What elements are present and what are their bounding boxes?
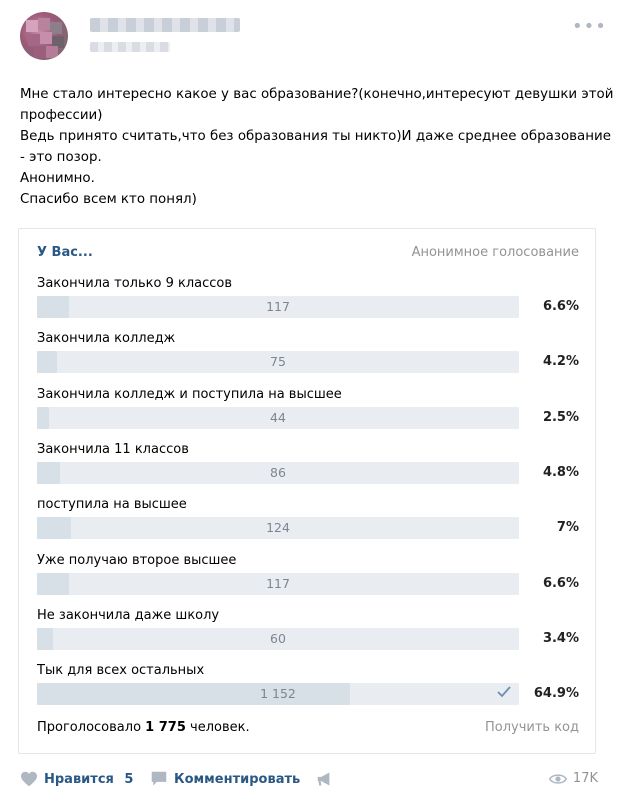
poll-option-percent: 6.6% <box>542 576 579 591</box>
poll-type: Анонимное голосование <box>411 245 579 260</box>
poll-option-votes: 75 <box>270 354 286 369</box>
comment-label: Комментировать <box>174 772 301 787</box>
more-options-icon[interactable]: ••• <box>572 16 607 37</box>
poll-option-label: Уже получаю второе высшее <box>37 553 237 568</box>
checkmark-icon <box>497 683 511 705</box>
post-text-line: Анонимно. <box>20 171 95 186</box>
megaphone-icon <box>316 771 334 787</box>
poll-option[interactable] <box>37 331 579 381</box>
post-actions <box>0 765 620 795</box>
poll-option-label: Закончила только 9 классов <box>37 276 233 291</box>
views-counter <box>549 771 598 786</box>
poll-option-label: Закончила 11 классов <box>37 442 189 457</box>
poll <box>18 228 596 754</box>
get-code-link[interactable]: Получить код <box>484 720 579 735</box>
poll-option[interactable] <box>37 442 579 492</box>
poll-option-percent: 64.9% <box>533 686 579 701</box>
poll-option[interactable] <box>37 276 579 326</box>
poll-option-votes: 1 152 <box>260 686 296 701</box>
poll-option[interactable] <box>37 387 579 437</box>
post-text-line: профессии) <box>20 108 103 123</box>
poll-option[interactable] <box>37 553 579 603</box>
poll-option-label: Не закончила даже школу <box>37 608 220 623</box>
eye-icon <box>549 773 567 785</box>
post-date-blurred[interactable] <box>90 42 170 52</box>
comment-icon <box>150 771 168 787</box>
poll-option-percent: 4.8% <box>542 465 579 480</box>
poll-total-votes <box>37 720 250 735</box>
poll-option-votes: 44 <box>270 410 286 425</box>
poll-option-percent: 6.6% <box>542 299 579 314</box>
poll-title: У Вас... <box>37 245 93 260</box>
author-name-blurred[interactable] <box>90 18 240 32</box>
poll-option-votes: 124 <box>266 520 290 535</box>
poll-option-selected[interactable] <box>37 663 579 713</box>
post-text-line: Ведь принято считать,что без образования ты никто)И даже среднее образование <box>20 129 611 144</box>
like-button[interactable] <box>20 771 133 787</box>
poll-option-percent: 4.2% <box>542 354 579 369</box>
post-text <box>20 84 614 210</box>
like-count: 5 <box>124 772 134 787</box>
poll-option-votes: 117 <box>266 576 290 591</box>
poll-voted-suffix: человек. <box>190 720 250 735</box>
comment-button[interactable] <box>150 771 300 787</box>
poll-option-label: Закончила колледж <box>37 331 176 346</box>
author-avatar[interactable] <box>20 12 68 60</box>
poll-option[interactable] <box>37 608 579 658</box>
poll-voted-count: 1 775 <box>145 720 186 735</box>
post-text-line: - это позор. <box>20 150 102 165</box>
poll-voted-prefix: Проголосовало <box>37 720 142 735</box>
poll-option-label: поступила на высшее <box>37 497 187 512</box>
heart-icon <box>20 771 38 787</box>
views-count: 17K <box>572 771 598 786</box>
poll-option-label: Тык для всех остальных <box>37 663 205 678</box>
post-text-line: Спасибо всем кто понял) <box>20 192 197 207</box>
poll-option-percent: 3.4% <box>542 631 579 646</box>
poll-option-label: Закончила колледж и поступила на высшее <box>37 387 342 402</box>
post-text-line: Мне стало интересно какое у вас образование?(конечно,интересуют девушки этой <box>20 87 614 102</box>
like-label: Нравится <box>44 772 114 787</box>
poll-option-votes: 60 <box>270 631 286 646</box>
poll-option-votes: 117 <box>266 299 290 314</box>
poll-option-percent: 2.5% <box>542 410 579 425</box>
share-button[interactable] <box>316 771 340 787</box>
poll-option-votes: 86 <box>270 465 286 480</box>
poll-option[interactable] <box>37 497 579 547</box>
poll-option-percent: 7% <box>556 520 579 535</box>
